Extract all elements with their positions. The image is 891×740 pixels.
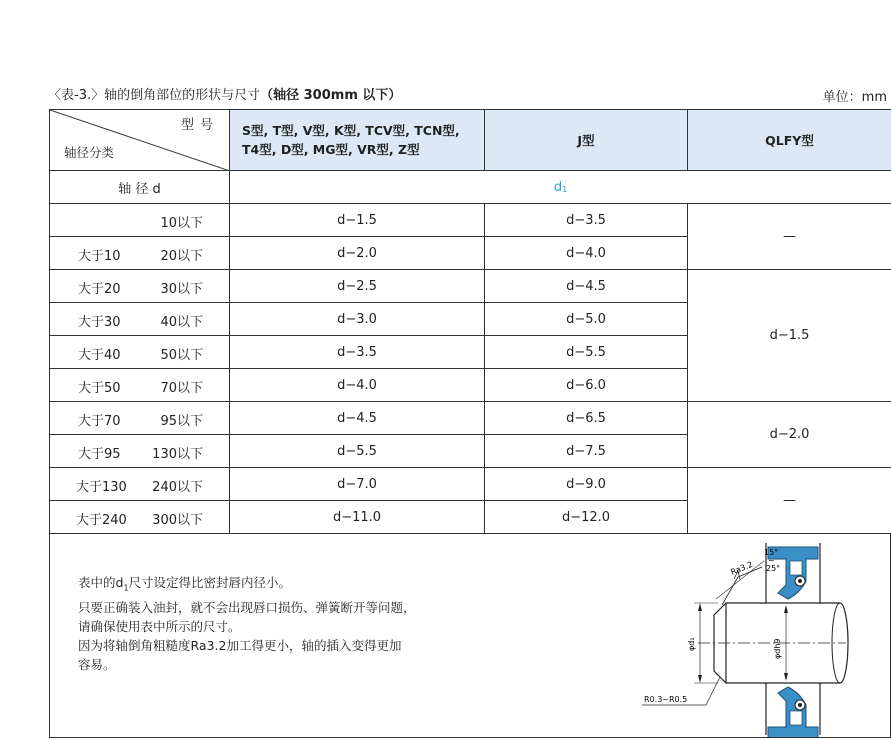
ra-label: Ra3.2 — [729, 559, 755, 577]
unit-label: 单位：mm — [822, 90, 887, 105]
shaft-diameter-label: 轴 径 d — [50, 171, 230, 204]
range-high: 300以下 — [152, 513, 203, 528]
value-qlfy-group4: — — [688, 468, 891, 534]
range-cell — [50, 402, 230, 435]
range-high: 50以下 — [160, 348, 203, 363]
range-high: 40以下 — [160, 315, 203, 330]
value-standard: d−2.5 — [230, 270, 485, 303]
range-cell — [50, 270, 230, 303]
range-cell — [50, 468, 230, 501]
range-low: 大于70 — [78, 414, 121, 429]
range-low: 大于50 — [78, 381, 121, 396]
caption-bold: （轴径 300mm 以下） — [260, 88, 402, 103]
range-low: 大于95 — [78, 447, 121, 462]
header-col-standard-line1: S型, T型, V型, K型, TCV型, TCN型, — [242, 123, 460, 138]
value-j: d−7.5 — [485, 435, 688, 468]
value-standard: d−3.0 — [230, 303, 485, 336]
notes-box — [49, 533, 891, 738]
range-high: 130以下 — [152, 447, 203, 462]
angle2-label: 25° — [766, 564, 781, 573]
table-caption — [48, 84, 401, 103]
header-col-qlfy: QLFY型 — [688, 110, 891, 171]
value-standard: d−11.0 — [230, 501, 485, 534]
range-cell — [50, 237, 230, 270]
value-j: d−6.0 — [485, 369, 688, 402]
range-cell — [50, 303, 230, 336]
header-shaft-class-label: 轴径分类 — [64, 145, 115, 160]
note-line-4: 因为将轴倒角粗糙度Ra3.2加工得更小，轴的插入变得更加 — [78, 637, 402, 653]
range-cell — [50, 501, 230, 534]
value-standard: d−7.0 — [230, 468, 485, 501]
note-line-5: 容易。 — [78, 656, 116, 672]
note-line-1-post: 尺寸设定得比密封唇内径小。 — [128, 575, 292, 590]
value-qlfy-group2: d−1.5 — [688, 270, 891, 402]
note-line-1 — [78, 573, 416, 598]
range-low: 大于240 — [76, 513, 127, 528]
value-j: d−4.5 — [485, 270, 688, 303]
range-low: 大于40 — [78, 348, 121, 363]
diagonal-header-cell — [50, 110, 230, 171]
value-j: d−12.0 — [485, 501, 688, 534]
header-col-j: J型 — [485, 110, 688, 171]
value-standard: d−4.0 — [230, 369, 485, 402]
value-standard: d−5.5 — [230, 435, 485, 468]
notes-text — [78, 573, 416, 674]
angle-tilde: ~ — [768, 556, 775, 565]
header-col-standard-line2: T4型, D型, MG型, VR型, Z型 — [242, 142, 420, 157]
note-line-2: 只要正确装入油封，就不会出现唇口损伤、弹簧断开等问题， — [78, 599, 416, 615]
radius-label: R0.3~R0.5 — [644, 695, 688, 704]
note-line-1-sub: 1 — [123, 583, 129, 593]
header-model-label: 型号 — [180, 118, 219, 133]
header-row — [50, 110, 891, 171]
table-row — [50, 204, 891, 237]
range-low: 大于20 — [78, 282, 121, 297]
range-low: 大于130 — [76, 480, 127, 495]
value-j: d−5.5 — [485, 336, 688, 369]
angle1-label: 15° — [764, 548, 779, 557]
d1-dim-label: φd₁ — [687, 637, 696, 651]
sub-header-row — [50, 171, 891, 204]
range-high: 95以下 — [160, 414, 203, 429]
value-standard: d−4.5 — [230, 402, 485, 435]
range-low: 大于10 — [78, 249, 121, 264]
note-line-1-pre: 表中的d — [78, 575, 124, 590]
range-high: 240以下 — [152, 480, 203, 495]
d1-text: d — [553, 179, 563, 195]
shaft-chamfer-diagram — [590, 541, 850, 737]
range-cell — [50, 369, 230, 402]
range-cell — [50, 435, 230, 468]
value-j: d−4.0 — [485, 237, 688, 270]
dh9-dim-label: φdh9 — [773, 638, 782, 659]
value-j: d−5.0 — [485, 303, 688, 336]
range-high: 10以下 — [160, 216, 203, 231]
value-j: d−9.0 — [485, 468, 688, 501]
range-high: 30以下 — [160, 282, 203, 297]
note-line-3: 请确保使用表中所示的尺寸。 — [78, 618, 241, 634]
value-j: d−3.5 — [485, 204, 688, 237]
d1-sub: 1 — [562, 184, 568, 194]
range-high: 20以下 — [160, 249, 203, 264]
header-col-standard — [230, 110, 485, 171]
value-qlfy-group3: d−2.0 — [688, 402, 891, 468]
caption-text: 〈表-3.〉轴的倒角部位的形状与尺寸 — [48, 88, 261, 103]
range-cell — [50, 204, 230, 237]
table-row — [50, 402, 891, 435]
value-j: d−6.5 — [485, 402, 688, 435]
table-row — [50, 270, 891, 303]
value-qlfy-group1: — — [688, 204, 891, 270]
range-cell — [50, 336, 230, 369]
range-low: 大于30 — [78, 315, 121, 330]
value-standard: d−3.5 — [230, 336, 485, 369]
range-high: 70以下 — [160, 381, 203, 396]
chamfer-table — [49, 109, 891, 534]
table-row — [50, 468, 891, 501]
d1-label — [230, 171, 891, 204]
value-standard: d−2.0 — [230, 237, 485, 270]
value-standard: d−1.5 — [230, 204, 485, 237]
